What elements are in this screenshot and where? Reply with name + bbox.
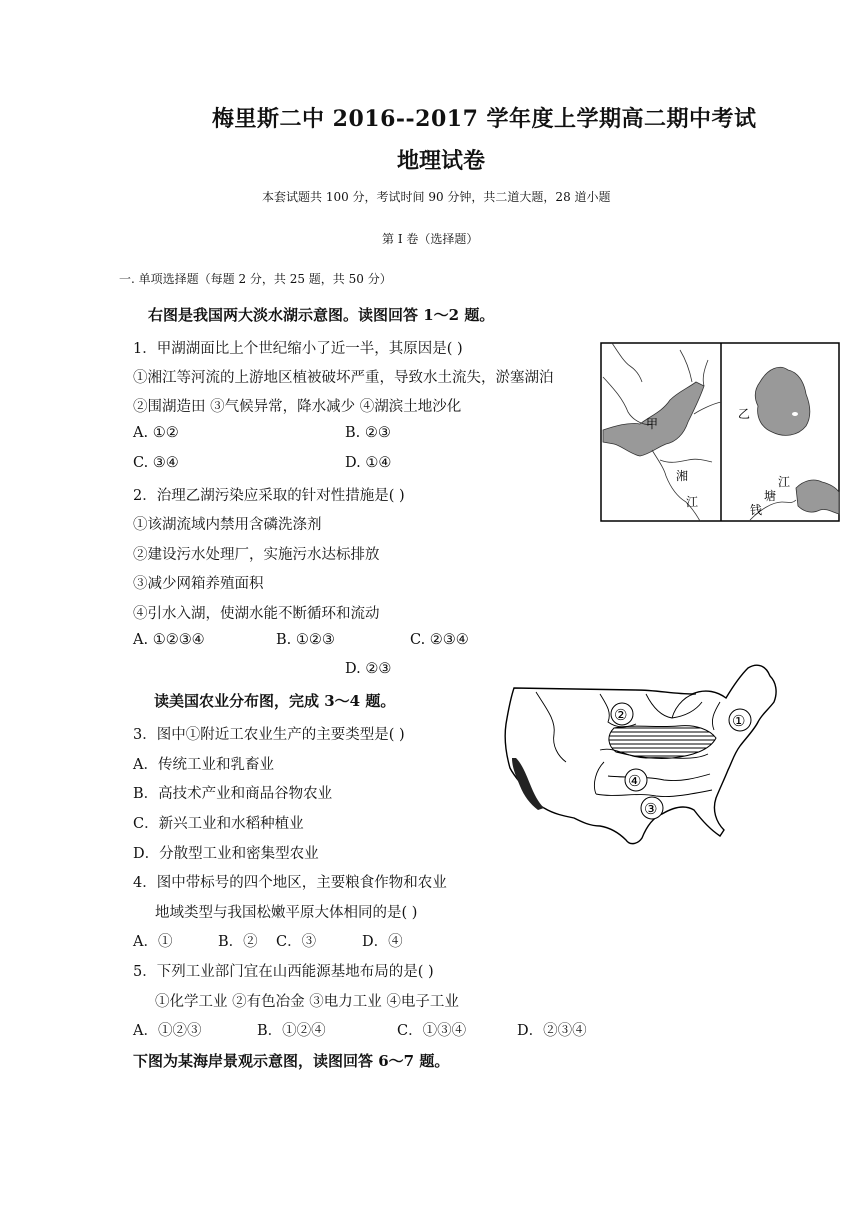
marker-2: ② [614, 706, 628, 724]
label-xiang: 湘 [676, 469, 689, 483]
q3-stem: 3．图中①附近工农业生产的主要类型是( ) [133, 727, 405, 743]
q5-option-d: D．②③④ [517, 1023, 587, 1039]
marker-4: ④ [628, 772, 642, 790]
label-jia: 甲 [646, 417, 659, 431]
label-qian: 钱 [750, 503, 763, 517]
label-jiang2: 江 [778, 475, 791, 489]
q2-option-d: D. ②③ [345, 661, 392, 677]
q5-option-a: A．①②③ [133, 1023, 202, 1039]
part-title: 第 I 卷（选择题） [382, 232, 479, 246]
lakes-map [600, 342, 840, 522]
label-tang: 塘 [764, 489, 777, 503]
q4-option-b: B．② [218, 934, 258, 950]
label-yi: 乙 [738, 407, 751, 421]
label-jiang: 江 [686, 495, 699, 509]
q4-stem-line1: 4．图中带标号的四个地区，主要粮食作物和农业 [133, 875, 447, 891]
q2-line2: ②建设污水处理厂，实施污水达标排放 [133, 547, 380, 563]
section-heading: 一. 单项选择题（每题 2 分，共 25 题，共 50 分） [119, 272, 392, 286]
q4-stem-line2: 地域类型与我国松嫩平原大体相同的是( ) [155, 905, 418, 921]
q5-stem: 5．下列工业部门宜在山西能源基地布局的是( ) [133, 964, 434, 980]
q3-option-a: A．传统工业和乳畜业 [133, 757, 274, 773]
q4-option-d: D．④ [362, 934, 403, 950]
q4-option-a: A．① [133, 934, 173, 950]
q2-stem: 2．治理乙湖污染应采取的针对性措施是( ) [133, 488, 405, 504]
q2-option-c: C. ②③④ [410, 632, 469, 648]
q5-option-b: B．①②④ [257, 1023, 326, 1039]
q5-line1: ①化学工业 ②有色冶金 ③电力工业 ④电子工业 [155, 994, 459, 1010]
exam-title: 梅里斯二中 2016--2017 学年度上学期高二期中考试 [212, 106, 757, 132]
q5-option-c: C．①③④ [397, 1023, 467, 1039]
exam-subtitle: 地理试卷 [397, 148, 486, 174]
q2-option-b: B. ①②③ [276, 632, 335, 648]
q2-line4: ④引水入湖，使湖水能不断循环和流动 [133, 606, 380, 622]
q1-line1: ①湘江等河流的上游地区植被破坏严重，导致水土流失，淤塞湖泊 [133, 370, 554, 386]
q1-option-b: B. ②③ [345, 425, 391, 441]
q1-option-c: C. ③④ [133, 455, 179, 471]
group1-intro: 右图是我国两大淡水湖示意图。读图回答 1～2 题。 [148, 306, 495, 324]
marker-3: ③ [644, 800, 658, 818]
exam-info: 本套试题共 100 分，考试时间 90 分钟，共二道大题，28 道小题 [262, 190, 611, 204]
group2-intro: 读美国农业分布图，完成 3～4 题。 [154, 692, 396, 710]
q3-option-d: D．分散型工业和密集型农业 [133, 846, 319, 862]
q1-option-d: D. ①④ [345, 455, 392, 471]
q4-option-c: C．③ [276, 934, 317, 950]
group3-intro: 下图为某海岸景观示意图，读图回答 6～7 题。 [133, 1052, 450, 1070]
q2-option-a: A. ①②③④ [133, 632, 205, 648]
q1-option-a: A. ①② [133, 425, 179, 441]
marker-1: ① [732, 712, 746, 730]
q1-line2: ②围湖造田 ③气候异常，降水减少 ④湖滨土地沙化 [133, 399, 462, 415]
usa-agriculture-map [496, 658, 786, 858]
q2-line1: ①该湖流域内禁用含磷洗涤剂 [133, 517, 322, 533]
q2-line3: ③减少网箱养殖面积 [133, 576, 264, 592]
q3-option-c: C．新兴工业和水稻种植业 [133, 816, 304, 832]
q3-option-b: B．高技术产业和商品谷物农业 [133, 786, 333, 802]
q1-stem: 1．甲湖湖面比上个世纪缩小了近一半，其原因是( ) [133, 341, 463, 357]
